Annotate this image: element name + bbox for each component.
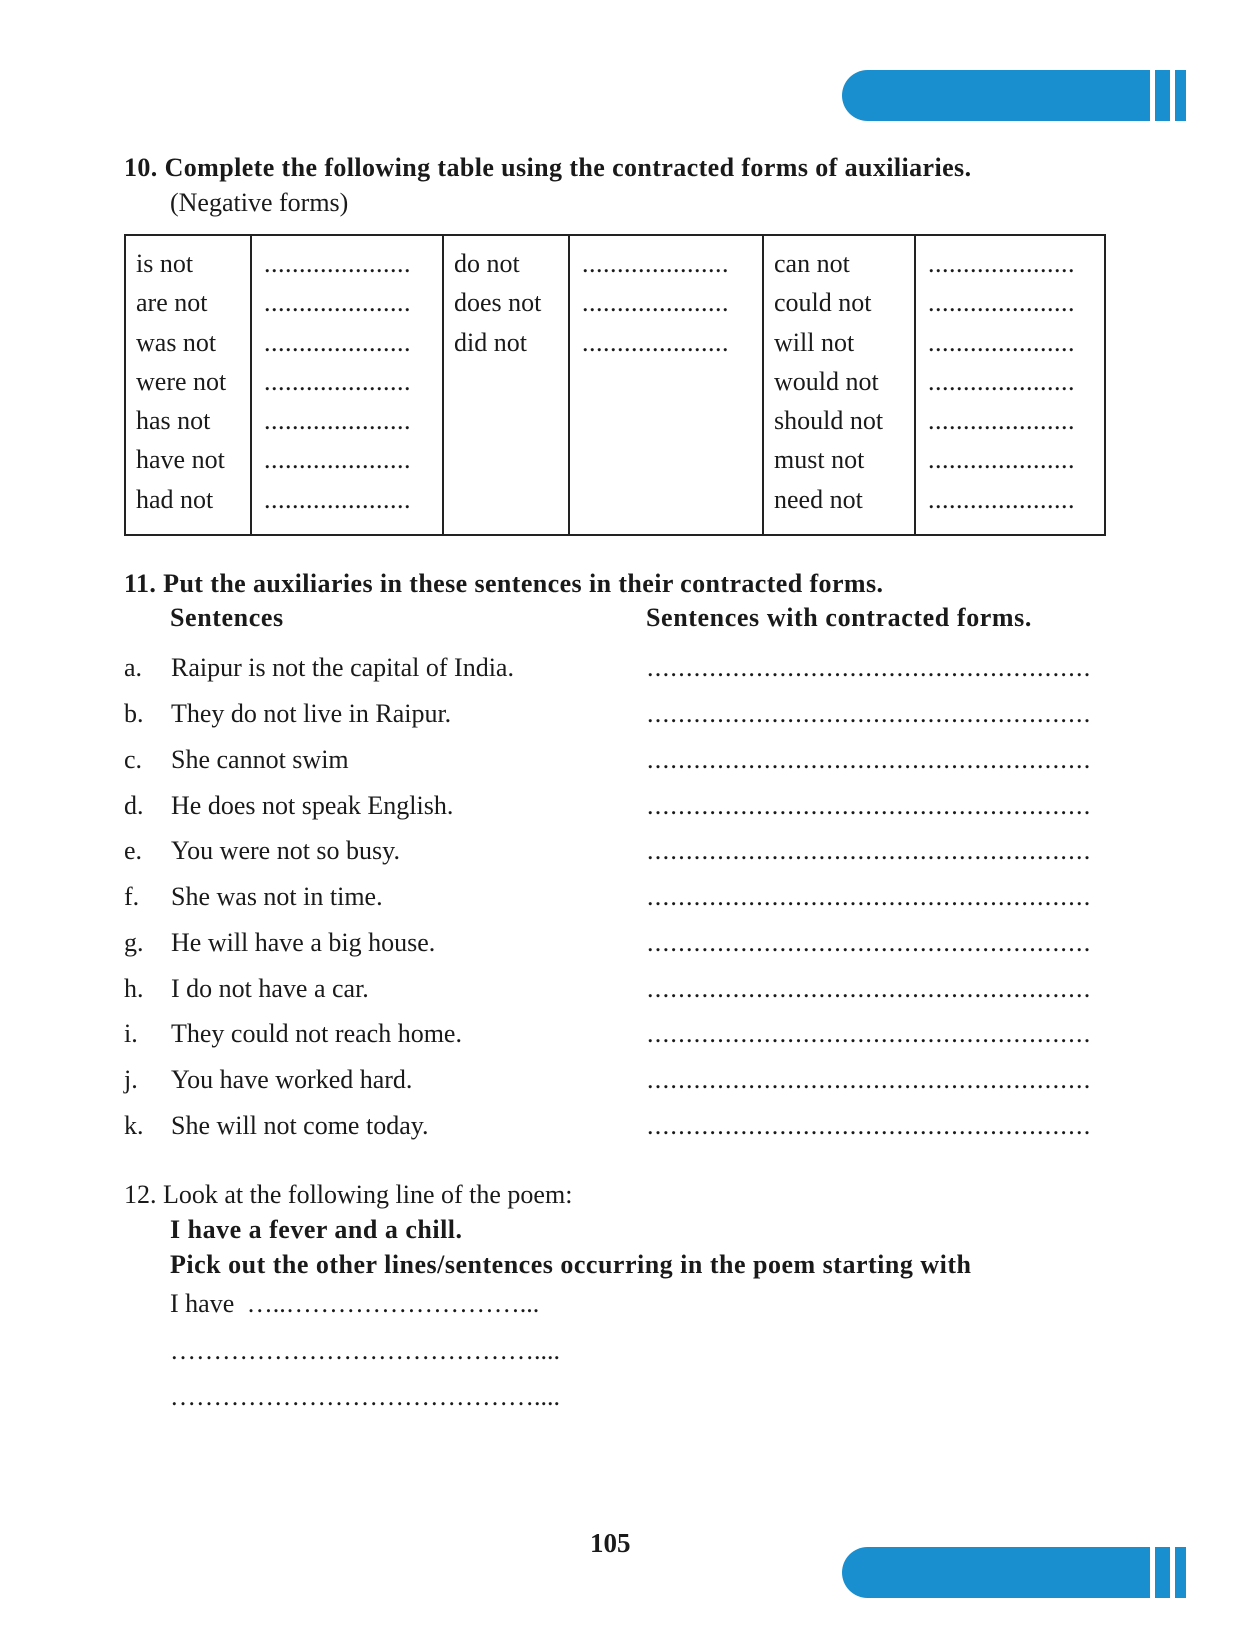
sentence-letter: c. <box>124 745 143 774</box>
answer-blank[interactable]: ..................... <box>582 249 729 278</box>
answer-blank[interactable]: ..................... <box>264 484 411 514</box>
table-word: have not <box>136 445 225 475</box>
answer-blank[interactable]: ..................... <box>928 366 1075 396</box>
answer-blank[interactable]: ......................................................... <box>647 745 1092 774</box>
starter-blank[interactable]: …..………………………... <box>246 1289 540 1318</box>
table-word: need not <box>774 484 863 514</box>
answer-blank[interactable]: ..................... <box>264 327 411 357</box>
question-12-instruction: Pick out the other lines/sentences occurring in the poem starting with <box>170 1250 972 1279</box>
answer-blank-line[interactable]: …………………………………….... <box>170 1382 560 1411</box>
sentence-letter: g. <box>124 928 144 957</box>
sentence-letter: k. <box>124 1111 144 1140</box>
sentence-text: She was not in time. <box>171 882 383 911</box>
sentence-letter: e. <box>124 836 143 865</box>
sentence-text: He will have a big house. <box>171 928 436 957</box>
answer-blank[interactable]: ......................................................... <box>647 1019 1092 1048</box>
answer-blank[interactable]: ..................... <box>928 445 1075 475</box>
table-word: had not <box>136 484 214 514</box>
table-word: can not <box>774 249 850 278</box>
table-word: must not <box>774 445 865 475</box>
answer-blank[interactable]: ..................... <box>264 249 411 278</box>
table-col-modals <box>763 235 915 535</box>
answer-blank[interactable]: ......................................................... <box>647 1111 1092 1140</box>
answer-blank[interactable]: ..................... <box>264 406 411 436</box>
table-col-be-have <box>125 235 251 535</box>
answer-blank[interactable]: ......................................................... <box>647 882 1092 911</box>
answer-blank[interactable]: ......................................................... <box>647 928 1092 957</box>
header-strip-gap <box>1150 66 1155 126</box>
sentence-text: She cannot swim <box>171 745 349 774</box>
question-11-title: 11. Put the auxiliaries in these sentences in their contracted forms. <box>124 569 884 598</box>
answer-blank[interactable]: ......................................................... <box>647 836 1092 865</box>
table-col-blanks-1 <box>251 235 443 535</box>
sentence-text: Raipur is not the capital of India. <box>171 653 514 682</box>
answer-blank[interactable]: ..................... <box>928 249 1075 278</box>
sentence-text: They do not live in Raipur. <box>171 699 452 728</box>
answer-blank[interactable]: ......................................................... <box>647 974 1092 1003</box>
answer-blank[interactable]: ......................................................... <box>647 699 1092 728</box>
answer-blank-line[interactable]: …………………………………….... <box>170 1336 560 1365</box>
answer-blank[interactable]: ......................................................... <box>647 1065 1092 1094</box>
answer-blank[interactable]: ..................... <box>928 327 1075 357</box>
answer-blank[interactable]: ..................... <box>928 288 1075 318</box>
sentence-text: She will not come today. <box>171 1111 429 1140</box>
table-word: does not <box>454 288 542 318</box>
sentence-letter: a. <box>124 653 143 682</box>
table-word: will not <box>774 327 855 357</box>
page-number: 105 <box>590 1528 631 1558</box>
table-word: has not <box>136 406 211 436</box>
contracted-forms-header: Sentences with contracted forms. <box>646 603 1033 632</box>
table-col-blanks-3 <box>915 235 1105 535</box>
table-word: could not <box>774 288 872 318</box>
sentence-text: You have worked hard. <box>171 1065 413 1094</box>
table-word: should not <box>774 406 884 436</box>
contraction-table <box>124 234 1106 536</box>
sentence-letter: i. <box>124 1019 138 1048</box>
table-word: were not <box>136 366 227 396</box>
sentence-text: I do not have a car. <box>171 974 369 1003</box>
footer-tab-decoration <box>842 1547 1186 1598</box>
sentence-letter: d. <box>124 791 144 820</box>
sentences-header: Sentences <box>170 603 284 632</box>
sentence-letter: j. <box>124 1065 138 1094</box>
table-col-do <box>443 235 569 535</box>
header-tab-decoration <box>842 70 1186 121</box>
answer-blank[interactable]: ..................... <box>582 288 729 318</box>
question-12-title: 12. Look at the following line of the poem: <box>124 1180 573 1209</box>
answer-blank[interactable]: ..................... <box>928 484 1075 514</box>
starter-line <box>170 1289 539 1319</box>
question-10-subtitle: (Negative forms) <box>170 188 349 217</box>
table-word: do not <box>454 249 520 278</box>
table-word: did not <box>454 327 527 357</box>
sentence-text: You were not so busy. <box>171 836 400 865</box>
header-strip-gap-2 <box>1170 66 1175 126</box>
table-word: are not <box>136 288 208 318</box>
sentence-text: He does not speak English. <box>171 791 454 820</box>
header-strip-decoration <box>1156 70 1166 121</box>
answer-blank[interactable]: ..................... <box>928 406 1075 436</box>
sentence-letter: f. <box>124 882 140 911</box>
table-word: is not <box>136 249 194 278</box>
answer-blank[interactable]: ..................... <box>264 288 411 318</box>
answer-blank[interactable]: ..................... <box>264 445 411 475</box>
answer-blank[interactable]: ..................... <box>264 366 411 396</box>
answer-blank[interactable]: ......................................................... <box>647 653 1092 682</box>
table-word: would not <box>774 366 879 396</box>
sentence-text: They could not reach home. <box>171 1019 462 1048</box>
footer-strip-gap <box>1150 1543 1155 1603</box>
table-col-blanks-2 <box>569 235 763 535</box>
starter-text: I have <box>170 1289 235 1318</box>
answer-blank[interactable]: ..................... <box>582 327 729 357</box>
sentence-letter: h. <box>124 974 144 1003</box>
table-word: was not <box>136 327 217 357</box>
question-10-title: 10. Complete the following table using the contracted forms of auxiliaries. <box>124 153 972 182</box>
footer-strip-gap-2 <box>1170 1543 1175 1603</box>
answer-blank[interactable]: ......................................................... <box>647 791 1092 820</box>
poem-line: I have a fever and a chill. <box>170 1215 463 1244</box>
sentence-letter: b. <box>124 699 144 728</box>
